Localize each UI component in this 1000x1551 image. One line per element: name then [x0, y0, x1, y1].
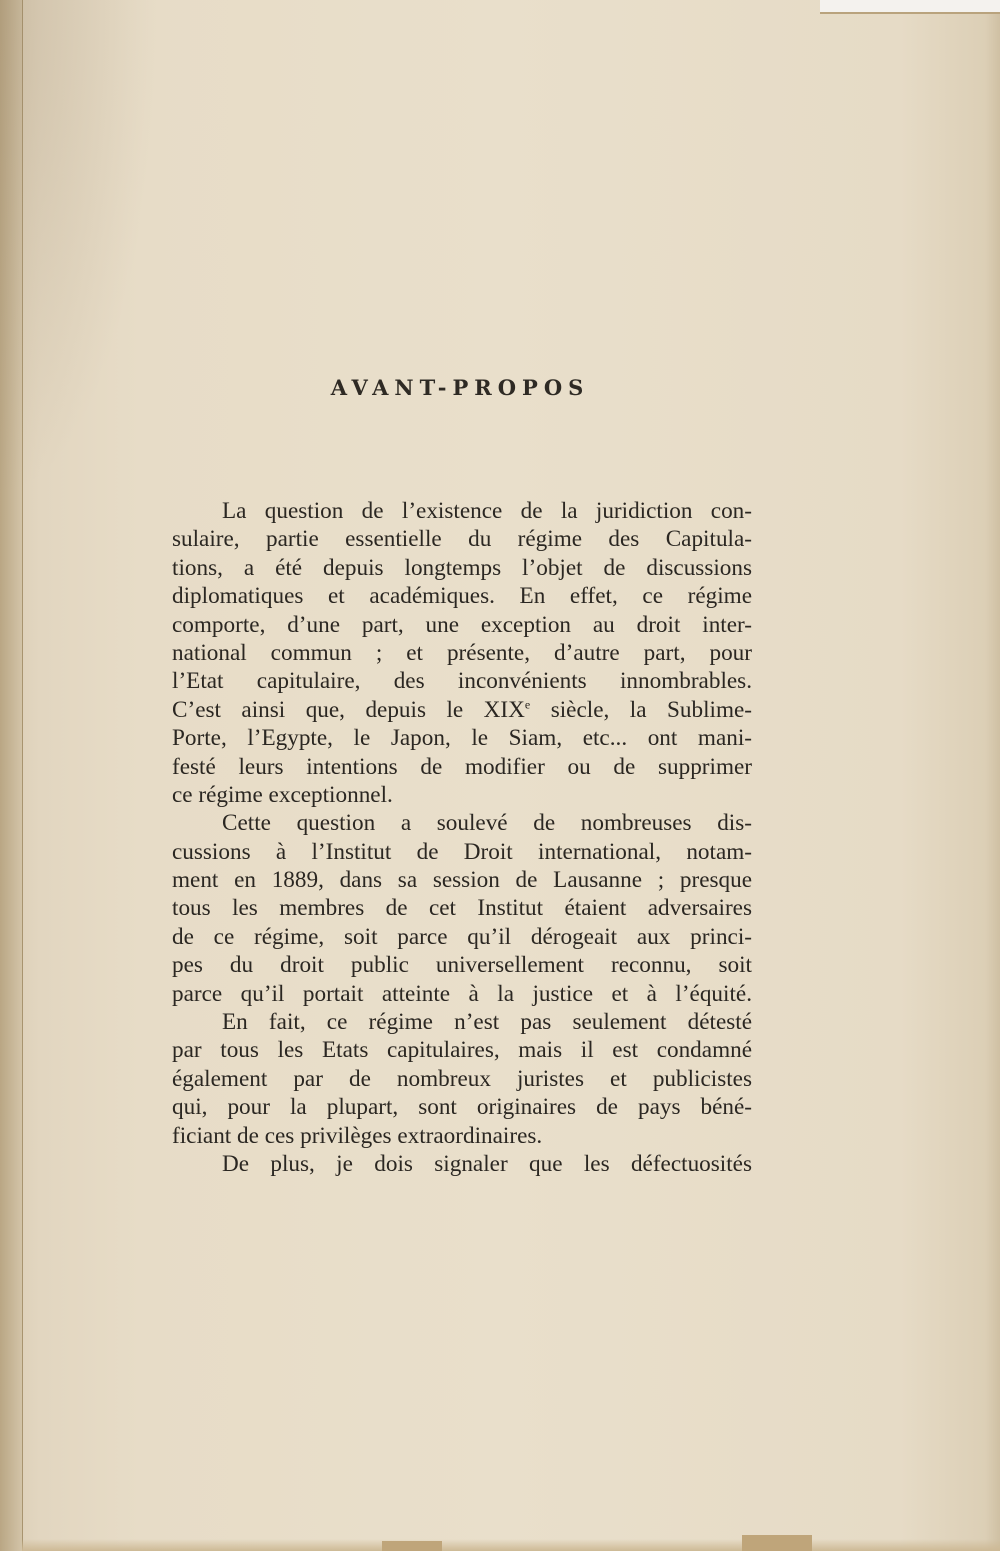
- page-heading: AVANT-PROPOS: [330, 375, 590, 400]
- text-line: Porte, l’Egypte, le Japon, le Siam, etc... ont mani-: [172, 725, 752, 752]
- text-line-with-superscript: [172, 696, 752, 724]
- text-line: diplomatiques et académiques. En effet, ce régime: [172, 583, 752, 610]
- text-line: festé leurs intentions de modifier ou de supprimer: [172, 753, 752, 780]
- text-line: En fait, ce régime n’est pas seulement détesté: [222, 1009, 752, 1036]
- paper-tear: [382, 1541, 442, 1551]
- paper-tear: [742, 1535, 812, 1551]
- text-line: tous les membres de cet Institut étaient adversaires: [172, 895, 752, 922]
- text-line: cussions à l’Institut de Droit international, notam-: [172, 838, 752, 865]
- text-line: parce qu’il portait atteinte à la justice et à l’équité.: [172, 980, 752, 1007]
- text-line: tions, a été depuis longtemps l’objet de discussions: [172, 554, 752, 581]
- text-line: sulaire, partie essentielle du régime des Capitula-: [172, 526, 752, 553]
- text-fragment: siècle, la Sublime-: [530, 696, 753, 723]
- text-line: ment en 1889, dans sa session de Lausanne ; presque: [172, 867, 752, 894]
- page-shadow: [0, 0, 160, 500]
- text-line: également par de nombreux juristes et publicistes: [172, 1065, 752, 1092]
- page-top-edge: [820, 0, 1000, 14]
- text-line: comporte, d’une part, une exception au droit inter-: [172, 611, 752, 638]
- text-line: par tous les Etats capitulaires, mais il est condamné: [172, 1037, 752, 1064]
- text-line: l’Etat capitulaire, des inconvénients innombrables.: [172, 668, 752, 695]
- text-line: qui, pour la plupart, sont originaires de pays béné-: [172, 1094, 752, 1121]
- text-line: national commun ; et présente, d’autre part, pour: [172, 639, 752, 666]
- body-text: [172, 497, 752, 1178]
- text-line: pes du droit public universellement reconnu, soit: [172, 952, 752, 979]
- text-fragment: C’est ainsi que, depuis le XIX: [172, 696, 525, 723]
- text-line: ficiant de ces privilèges extraordinaires.: [172, 1122, 543, 1149]
- page-bottom-edge: [22, 1539, 1000, 1551]
- text-line: de ce régime, soit parce qu’il dérogeait aux princi-: [172, 923, 752, 950]
- text-line: ce régime exceptionnel.: [172, 781, 393, 808]
- text-line: Cette question a soulevé de nombreuses dis-: [222, 810, 752, 837]
- text-line: De plus, je dois signaler que les défectuosités: [222, 1150, 752, 1177]
- text-line: La question de l’existence de la juridiction con-: [222, 498, 752, 524]
- superscript: e: [524, 697, 531, 711]
